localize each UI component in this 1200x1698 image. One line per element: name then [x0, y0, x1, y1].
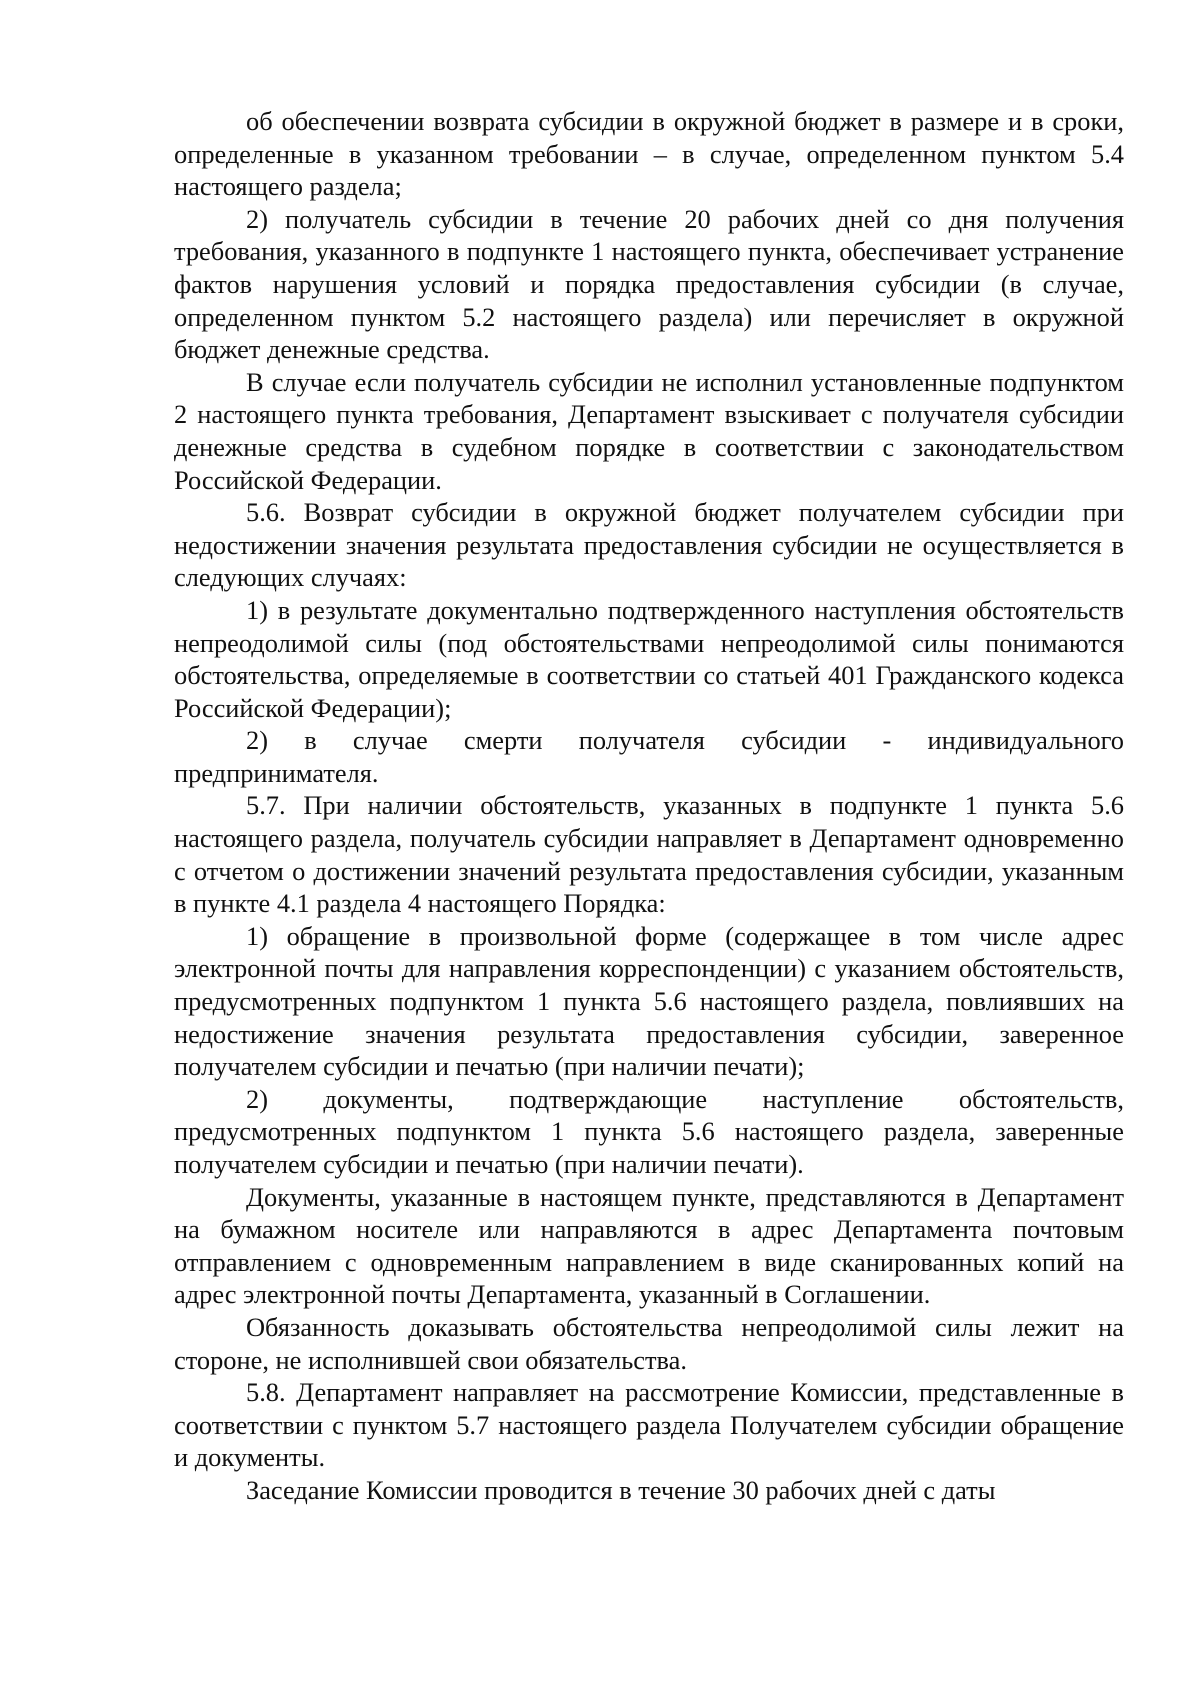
paragraph-5: 1) в результате документально подтвержденного наступления обстоятельств непреодолимой силы (под обстоятельствами непреодолимой силы понимаются обстоятельства, определяемые в соответствии со статьей 401 Гражданского кодекса Российской Федерации);: [174, 594, 1124, 723]
paragraph-12: 5.8. Департамент направляет на рассмотрение Комиссии, представленные в соответствии с пунктом 5.7 настоящего раздела Получателем субсидии обращение и документы.: [174, 1377, 1124, 1473]
paragraph-13: Заседание Комиссии проводится в течение 30 рабочих дней с даты: [246, 1474, 996, 1505]
paragraph-1: об обеспечении возврата субсидии в окружной бюджет в размере и в сроки, определенные в указанном требовании – в случае, определенном пунктом 5.4 настоящего раздела;: [174, 106, 1124, 202]
paragraph-4: 5.6. Возврат субсидии в окружной бюджет получателем субсидии при недостижении значения результата предоставления субсидии не осуществляется в следующих случаях:: [174, 497, 1124, 593]
document-page: [174, 105, 1124, 1507]
paragraph-3: В случае если получатель субсидии не исполнил установленные подпунктом 2 настоящего пункта требования, Департамент взыскивает с получателя субсидии денежные средства в судебном порядке в соответствии с законодательством Российской Федерации.: [174, 366, 1124, 495]
paragraph-11: Обязанность доказывать обстоятельства непреодолимой силы лежит на стороне, не исполнившей свои обязательства.: [174, 1311, 1124, 1375]
paragraph-7: 5.7. При наличии обстоятельств, указанных в подпункте 1 пункта 5.6 настоящего раздела, получатель субсидии направляет в Департамент одновременно с отчетом о достижении значений результата предоставления субсидии, указанным в пункте 4.1 раздела 4 настоящего Порядка:: [174, 790, 1124, 919]
paragraph-6: 2) в случае смерти получателя субсидии - индивидуального предпринимателя.: [174, 725, 1124, 788]
paragraph-8: 1) обращение в произвольной форме (содержащее в том числе адрес электронной почты для направления корреспонденции) с указанием обстоятельств, предусмотренных подпунктом 1 пункта 5.6 настоящего раздела, повлиявших на недостижение значения результата предоставления субсидии, заверенное получателем субсидии и печатью (при наличии печати);: [174, 920, 1124, 1082]
paragraph-9: 2) документы, подтверждающие наступление обстоятельств, предусмотренных подпунктом 1 пункта 5.6 настоящего раздела, заверенные получателем субсидии и печатью (при наличии печати).: [174, 1083, 1124, 1179]
paragraph-10: Документы, указанные в настоящем пункте, представляются в Департамент на бумажном носителе или направляются в адрес Департамента почтовым отправлением с одновременным направлением в виде сканированных копий на адрес электронной почты Департамента, указанный в Соглашении.: [174, 1181, 1124, 1310]
paragraph-2: 2) получатель субсидии в течение 20 рабочих дней со дня получения требования, указанного в подпункте 1 настоящего пункта, обеспечивает устранение фактов нарушения условий и порядка предоставления субсидии (в случае, определенном пунктом 5.2 настоящего раздела) или перечисляет в окружной бюджет денежные средства.: [174, 203, 1124, 365]
